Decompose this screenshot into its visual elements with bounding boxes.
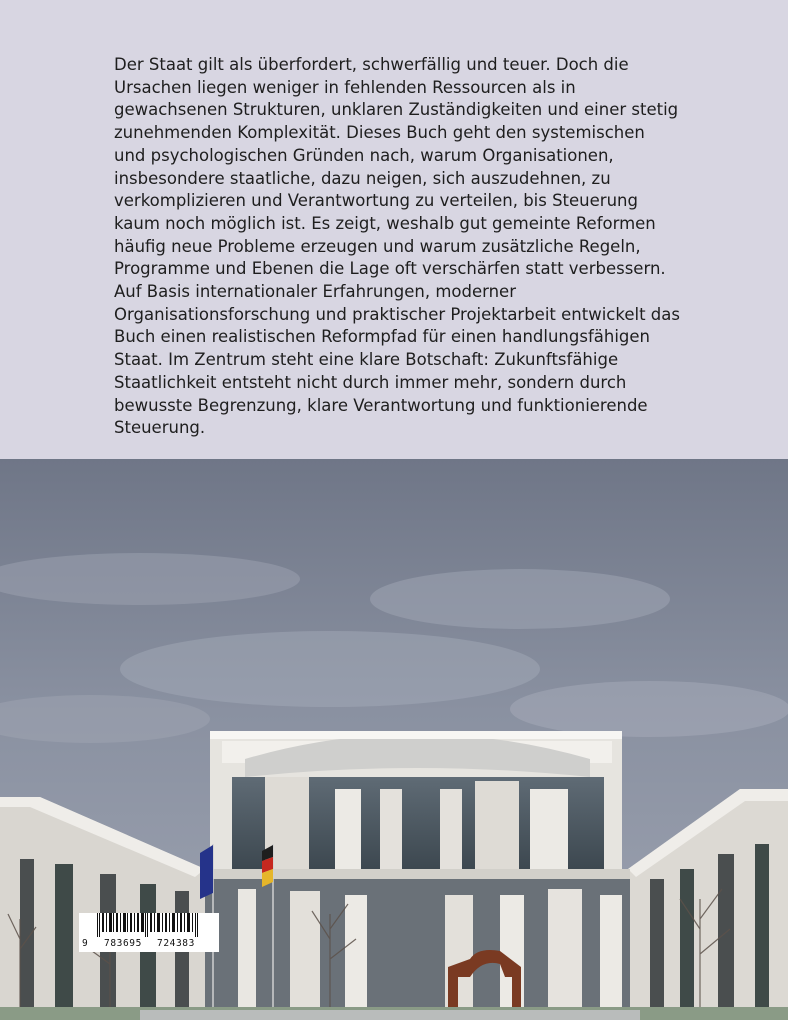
- book-blurb: Der Staat gilt als überfordert, schwerfällig und teuer. Doch die Ursachen liegen weniger in fehlenden Ressourcen als in gewachsenen Strukturen, unklaren Zuständigkeiten und einer stetig zunehmenden Komplexität. Dieses Buch geht den systemischen und psychologischen Gründen nach, warum Organisationen, insbesondere staatliche, dazu neigen, sich auszudehnen, zu verkomplizieren und Verantwortung zu verteilen, bis Steuerung kaum noch möglich ist. Es zeigt, weshalb gut gemeinte Reformen häufig neue Probleme erzeugen und warum zusätzliche Regeln, Programme und Ebenen die Lage oft verschärfen statt verbessern. Auf Basis internationaler Erfahrungen, moderner Organisationsforschung und praktischer Projektarbeit entwickelt das Buch einen realistischen Reformpfad für einen handlungsfähigen Staat. Im Zentrum steht eine klare Botschaft: Zukunftsfähige Staatlichkeit entsteht nicht durch immer mehr, sondern durch bewusste Begrenzung, klare Verantwortung und funktionierende Steuerung.: [114, 55, 680, 438]
- barcode-bars: [79, 913, 219, 937]
- back-cover-text-panel: [0, 0, 788, 459]
- barcode-left-group: 783695: [104, 938, 142, 949]
- isbn-barcode: [79, 913, 219, 952]
- barcode-right-group: 724383: [157, 938, 195, 949]
- barcode-lead-digit: 9: [82, 938, 88, 949]
- isbn-digits: [79, 937, 219, 951]
